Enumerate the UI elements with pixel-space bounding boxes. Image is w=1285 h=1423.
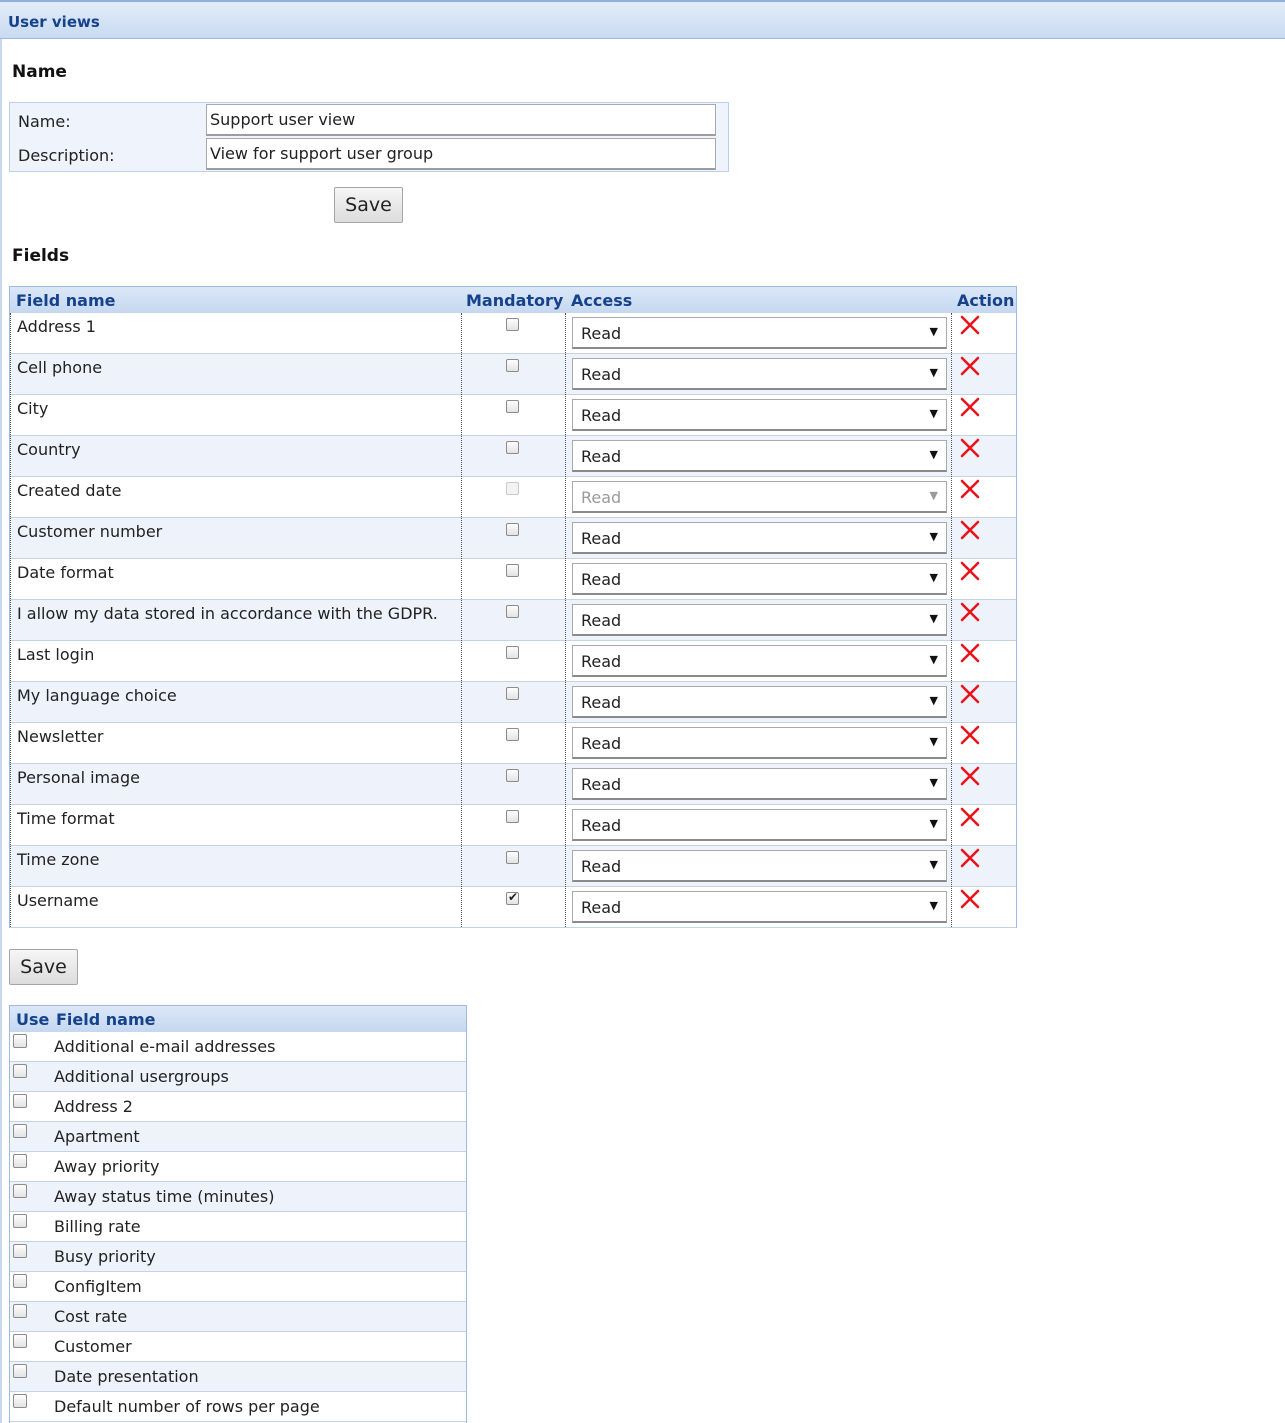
dropdown-arrow-icon: ▼ [929, 653, 938, 666]
dropdown-arrow-icon: ▼ [929, 325, 938, 338]
access-select[interactable] [572, 604, 947, 636]
mandatory-checkbox[interactable] [506, 769, 519, 782]
use-checkbox[interactable] [13, 1124, 27, 1138]
delete-icon[interactable] [959, 437, 981, 459]
field-name: Personal image [17, 768, 140, 787]
available-field-name: Address 2 [54, 1097, 133, 1116]
access-select-value: Read [581, 816, 622, 835]
available-field-name: Busy priority [54, 1247, 156, 1266]
save-name-button[interactable]: Save [334, 187, 403, 223]
mandatory-checkbox[interactable] [506, 564, 519, 577]
field-row [10, 805, 1016, 846]
available-fields-header [10, 1006, 466, 1032]
field-name: Country [17, 440, 81, 459]
column-header-access: Access [571, 291, 633, 310]
dropdown-arrow-icon: ▼ [929, 366, 938, 379]
mandatory-checkbox[interactable] [506, 810, 519, 823]
available-field-name: Customer [54, 1337, 132, 1356]
delete-icon[interactable] [959, 314, 981, 336]
use-checkbox[interactable] [13, 1064, 27, 1078]
delete-icon[interactable] [959, 560, 981, 582]
name-section-heading: Name [12, 62, 67, 82]
dropdown-arrow-icon: ▼ [929, 612, 938, 625]
mandatory-checkbox[interactable] [506, 318, 519, 331]
field-name: Last login [17, 645, 95, 664]
access-select[interactable] [572, 522, 947, 554]
available-field-row [10, 1032, 466, 1062]
access-select-value: Read [581, 488, 622, 507]
mandatory-checkbox[interactable] [506, 441, 519, 454]
dropdown-arrow-icon: ▼ [929, 571, 938, 584]
description-label: Description: [18, 146, 115, 165]
dropdown-arrow-icon: ▼ [929, 899, 938, 912]
available-field-name: ConfigItem [54, 1277, 142, 1296]
field-row [10, 518, 1016, 559]
available-field-row [10, 1362, 466, 1392]
name-label: Name: [18, 112, 71, 131]
available-field-row [10, 1122, 466, 1152]
column-header-mandatory: Mandatory [466, 291, 564, 310]
field-name: My language choice [17, 686, 177, 705]
field-row [10, 477, 1016, 518]
access-select[interactable] [572, 686, 947, 718]
available-field-name: Away priority [54, 1157, 160, 1176]
field-name: Newsletter [17, 727, 104, 746]
access-select-value: Read [581, 365, 622, 384]
dropdown-arrow-icon: ▼ [929, 448, 938, 461]
delete-icon[interactable] [959, 806, 981, 828]
field-row [10, 313, 1016, 354]
field-name: I allow my data stored in accordance with the GDPR. [17, 604, 438, 623]
access-select-value: Read [581, 898, 622, 917]
available-field-row [10, 1392, 466, 1422]
available-field-row [10, 1332, 466, 1362]
name-form [9, 102, 729, 172]
dropdown-arrow-icon: ▼ [929, 407, 938, 420]
delete-icon[interactable] [959, 683, 981, 705]
field-name: Date format [17, 563, 114, 582]
use-checkbox[interactable] [13, 1394, 27, 1408]
field-row [10, 395, 1016, 436]
field-row [10, 436, 1016, 477]
available-field-name: Cost rate [54, 1307, 128, 1326]
dropdown-arrow-icon: ▼ [929, 694, 938, 707]
field-row [10, 600, 1016, 641]
delete-icon[interactable] [959, 519, 981, 541]
column-divider [951, 313, 952, 927]
access-select-value: Read [581, 529, 622, 548]
field-name: Customer number [17, 522, 163, 541]
use-checkbox[interactable] [13, 1034, 27, 1048]
field-name: Cell phone [17, 358, 103, 377]
dropdown-arrow-icon: ▼ [929, 530, 938, 543]
field-name: Address 1 [17, 317, 96, 336]
mandatory-checkbox[interactable] [506, 892, 519, 905]
field-row [10, 887, 1016, 928]
access-select-value: Read [581, 734, 622, 753]
available-fields-table [9, 1005, 467, 1423]
use-checkbox[interactable] [13, 1274, 27, 1288]
field-row [10, 723, 1016, 764]
field-row [10, 846, 1016, 887]
field-name: Time zone [17, 850, 100, 869]
description-input[interactable] [206, 138, 716, 170]
available-field-name: Away status time (minutes) [54, 1187, 275, 1206]
access-select-value: Read [581, 406, 622, 425]
field-name: Username [17, 891, 99, 910]
dropdown-arrow-icon: ▼ [929, 858, 938, 871]
delete-icon[interactable] [959, 765, 981, 787]
field-row [10, 354, 1016, 395]
use-checkbox[interactable] [13, 1094, 27, 1108]
fields-table-header [10, 287, 1016, 313]
use-checkbox[interactable] [13, 1334, 27, 1348]
available-field-name: Date presentation [54, 1367, 199, 1386]
access-select[interactable] [572, 358, 947, 390]
use-checkbox[interactable] [13, 1214, 27, 1228]
column-header-field-name: Field name [56, 1010, 156, 1029]
delete-icon[interactable] [959, 888, 981, 910]
available-field-name: Additional e-mail addresses [54, 1037, 276, 1056]
mandatory-checkbox[interactable] [506, 359, 519, 372]
window-title: User views [8, 13, 100, 31]
available-field-name: Additional usergroups [54, 1067, 229, 1086]
checkmark-icon: ✔ [508, 890, 519, 904]
column-divider [461, 313, 462, 927]
available-field-row [10, 1242, 466, 1272]
use-checkbox[interactable] [13, 1244, 27, 1258]
field-row [10, 764, 1016, 805]
access-select [572, 481, 947, 513]
dropdown-arrow-icon: ▼ [929, 735, 938, 748]
available-field-row [10, 1092, 466, 1122]
access-select[interactable] [572, 727, 947, 759]
column-header-action: Action [957, 291, 1015, 310]
available-field-row [10, 1212, 466, 1242]
available-field-name: Apartment [54, 1127, 140, 1146]
access-select[interactable] [572, 809, 947, 841]
available-field-row [10, 1062, 466, 1092]
access-select[interactable] [572, 440, 947, 472]
save-fields-button[interactable]: Save [9, 949, 78, 985]
field-name: Time format [17, 809, 115, 828]
dropdown-arrow-icon: ▼ [929, 776, 938, 789]
access-select[interactable] [572, 399, 947, 431]
field-name: City [17, 399, 49, 418]
access-select[interactable] [572, 645, 947, 677]
column-header-use: Use [16, 1010, 50, 1029]
column-divider [565, 313, 566, 927]
use-checkbox[interactable] [13, 1304, 27, 1318]
use-checkbox[interactable] [13, 1184, 27, 1198]
delete-icon[interactable] [959, 396, 981, 418]
dropdown-arrow-icon: ▼ [929, 489, 938, 502]
mandatory-checkbox[interactable] [506, 687, 519, 700]
delete-icon[interactable] [959, 642, 981, 664]
access-select-value: Read [581, 775, 622, 794]
delete-icon[interactable] [959, 355, 981, 377]
access-select[interactable] [572, 768, 947, 800]
window-titlebar [0, 0, 1285, 39]
access-select-value: Read [581, 570, 622, 589]
access-select[interactable] [572, 891, 947, 923]
access-select-value: Read [581, 324, 622, 343]
mandatory-checkbox[interactable] [506, 605, 519, 618]
access-select-value: Read [581, 652, 622, 671]
access-select-value: Read [581, 857, 622, 876]
fields-table [9, 286, 1017, 928]
available-field-name: Billing rate [54, 1217, 141, 1236]
field-row [10, 559, 1016, 600]
access-select-value: Read [581, 611, 622, 630]
name-input[interactable] [206, 104, 716, 136]
access-select[interactable] [572, 317, 947, 349]
use-checkbox[interactable] [13, 1154, 27, 1168]
mandatory-checkbox[interactable] [506, 728, 519, 741]
access-select-value: Read [581, 447, 622, 466]
field-row [10, 641, 1016, 682]
mandatory-checkbox[interactable] [506, 400, 519, 413]
fields-section-heading: Fields [12, 246, 70, 266]
available-field-row [10, 1302, 466, 1332]
left-border [0, 39, 2, 1423]
mandatory-checkbox [506, 482, 519, 495]
delete-icon[interactable] [959, 724, 981, 746]
delete-icon[interactable] [959, 601, 981, 623]
mandatory-checkbox[interactable] [506, 646, 519, 659]
access-select-value: Read [581, 693, 622, 712]
column-header-field-name: Field name [16, 291, 116, 310]
field-row [10, 682, 1016, 723]
column-divider [10, 313, 11, 927]
field-name: Created date [17, 481, 122, 500]
dropdown-arrow-icon: ▼ [929, 817, 938, 830]
mandatory-checkbox[interactable] [506, 851, 519, 864]
delete-icon[interactable] [959, 478, 981, 500]
available-field-name: Default number of rows per page [54, 1397, 320, 1416]
available-field-row [10, 1152, 466, 1182]
use-checkbox[interactable] [13, 1364, 27, 1378]
access-select[interactable] [572, 850, 947, 882]
delete-icon[interactable] [959, 847, 981, 869]
mandatory-checkbox[interactable] [506, 523, 519, 536]
available-field-row [10, 1272, 466, 1302]
access-select[interactable] [572, 563, 947, 595]
available-field-row [10, 1182, 466, 1212]
